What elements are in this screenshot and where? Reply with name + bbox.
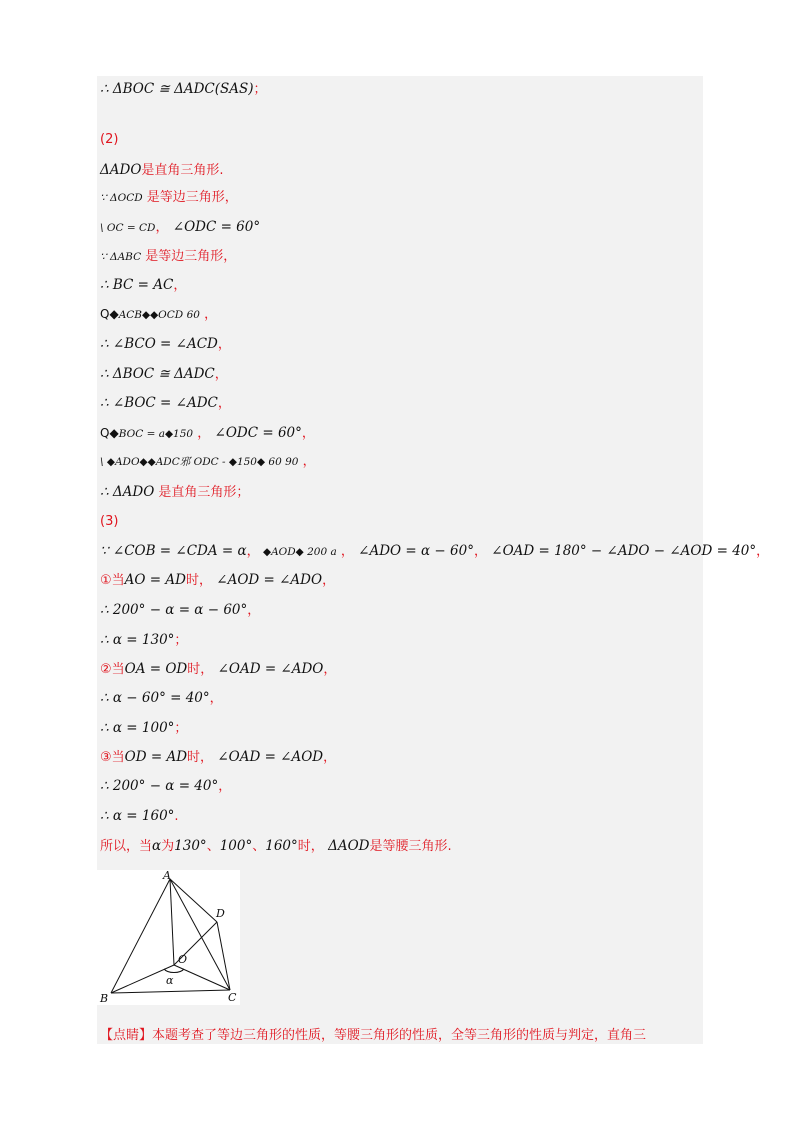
annotation-text: ； bbox=[174, 633, 188, 648]
math-expression: α bbox=[152, 838, 162, 854]
annotation-text: ， bbox=[323, 662, 337, 677]
math-expression: ∴ ∠BCO = ∠ACD bbox=[100, 336, 218, 352]
annotation-text: ， bbox=[298, 454, 316, 469]
annotation-text: ， bbox=[301, 426, 315, 441]
annotation-text: 时， bbox=[297, 839, 324, 854]
label-c: C bbox=[228, 991, 237, 1004]
solution-line bbox=[100, 364, 228, 385]
solution-line bbox=[100, 130, 118, 150]
annotation-text: ； bbox=[253, 82, 267, 97]
annotation-text: ， bbox=[209, 691, 223, 706]
label-a: A bbox=[163, 870, 171, 882]
segment-bc bbox=[111, 990, 230, 993]
math-expression: ∠OAD = ∠ADO bbox=[213, 661, 324, 677]
annotation-text: (2) bbox=[100, 132, 119, 147]
math-expression: ∴ α − 60° = 40° bbox=[100, 690, 210, 706]
solution-line bbox=[100, 217, 260, 238]
annotation-text: ， bbox=[322, 573, 336, 588]
math-expression: ∵ ΔABC bbox=[100, 251, 142, 263]
math-expression: ∠ODC = 60° bbox=[210, 425, 302, 441]
solution-line bbox=[100, 747, 336, 768]
annotation-text: 是等腰三角形. bbox=[369, 839, 452, 854]
segment-ad bbox=[170, 879, 217, 922]
annotation-text: ， bbox=[756, 544, 770, 559]
solution-line bbox=[100, 512, 118, 532]
triangle-diagram bbox=[97, 870, 240, 1005]
segment-dc bbox=[217, 922, 230, 990]
solution-line bbox=[100, 659, 336, 680]
solution-line bbox=[100, 275, 186, 296]
annotation-text: ， bbox=[247, 603, 261, 618]
annotation-text: 【点睛】本题考查了等边三角形的性质，等腰三角形的性质，全等三角形的性质与判定，直角三 bbox=[100, 1028, 647, 1043]
math-expression: ∠OAD = 180° − ∠ADO − ∠AOD = 40° bbox=[486, 543, 757, 559]
math-expression: ∴ α = 160° bbox=[100, 808, 175, 824]
annotation-text: ②当 bbox=[100, 662, 125, 677]
solution-line bbox=[100, 304, 217, 325]
annotation-text: 所以，当 bbox=[100, 839, 153, 854]
annotation-text: ， bbox=[218, 779, 232, 794]
segment-ab bbox=[111, 879, 170, 993]
solution-line bbox=[100, 79, 267, 100]
annotation-text: ； bbox=[174, 721, 188, 736]
solution-line bbox=[100, 718, 187, 739]
segment-ao bbox=[170, 879, 174, 965]
math-expression: ∴ BC = AC bbox=[100, 277, 174, 293]
math-expression: \ OC = CD bbox=[100, 222, 156, 234]
annotation-text: ， bbox=[193, 426, 211, 441]
math-expression: ∠OAD = ∠AOD bbox=[213, 749, 324, 765]
math-expression: ∵ ∠COB = ∠CDA = α bbox=[100, 543, 247, 559]
geometry-figure bbox=[97, 870, 240, 1005]
math-expression: 100° bbox=[219, 838, 253, 854]
math-expression: OA = OD bbox=[124, 661, 188, 677]
annotation-text: 是等边三角形， bbox=[141, 249, 237, 264]
math-expression: ∴ ∠BOC = ∠ADC bbox=[100, 395, 218, 411]
solution-line bbox=[100, 452, 316, 472]
annotation-text: 时， bbox=[185, 573, 212, 588]
math-expression: ∴ ΔADO bbox=[100, 484, 155, 500]
solution-line bbox=[100, 247, 236, 267]
math-expression: ∵ ΔOCD bbox=[100, 192, 143, 204]
segment-ac bbox=[170, 879, 230, 990]
annotation-text: . bbox=[174, 809, 179, 824]
annotation-text: 时， bbox=[187, 750, 214, 765]
solution-line bbox=[100, 482, 249, 503]
solution-line bbox=[100, 836, 452, 857]
annotation-text: (3) bbox=[100, 514, 119, 529]
segment-oc bbox=[174, 965, 230, 990]
annotation-text: 、 bbox=[206, 839, 220, 854]
math-expression: Q◆ bbox=[100, 426, 119, 440]
annotation-text: ， bbox=[246, 544, 260, 559]
math-expression: Q◆ bbox=[100, 307, 119, 321]
solution-line bbox=[100, 160, 224, 181]
label-d: D bbox=[216, 907, 225, 920]
solution-line bbox=[100, 776, 231, 797]
annotation-text: ， bbox=[336, 544, 354, 559]
math-expression: ∴ ΔBOC ≅ ΔADC bbox=[100, 366, 215, 382]
solution-line bbox=[100, 334, 231, 355]
solution-line bbox=[100, 806, 179, 827]
math-expression: ∠ADO = α − 60° bbox=[353, 543, 474, 559]
solution-line bbox=[100, 1026, 646, 1046]
annotation-text: ③当 bbox=[100, 750, 125, 765]
label-o: O bbox=[178, 953, 188, 966]
annotation-text: 、 bbox=[252, 839, 266, 854]
label-b: B bbox=[100, 992, 109, 1005]
solution-line bbox=[100, 423, 315, 444]
solution-line bbox=[100, 570, 335, 591]
label-alpha: α bbox=[166, 974, 174, 987]
math-expression: 130° bbox=[174, 838, 207, 854]
math-expression: ACB◆◆OCD 60 bbox=[118, 309, 200, 321]
math-expression: ∴ 200° − α = 40° bbox=[100, 778, 219, 794]
solution-line bbox=[100, 393, 231, 414]
solution-line bbox=[100, 188, 238, 208]
math-expression: AO = AD bbox=[124, 572, 186, 588]
annotation-text: ， bbox=[214, 367, 228, 382]
math-expression: ◆AOD◆ 200 a bbox=[259, 546, 337, 558]
math-expression: 160° bbox=[265, 838, 298, 854]
math-expression: ∴ 200° − α = α − 60° bbox=[100, 602, 248, 618]
annotation-text: ， bbox=[217, 337, 231, 352]
math-expression: ∴ ΔBOC ≅ ΔADC(SAS) bbox=[100, 81, 254, 97]
solution-line bbox=[100, 600, 260, 621]
solution-line bbox=[100, 541, 769, 562]
annotation-text: 是直角三角形； bbox=[154, 485, 250, 500]
annotation-text: ， bbox=[473, 544, 487, 559]
math-expression: BOC = a◆150 bbox=[118, 428, 194, 440]
annotation-text: ， bbox=[173, 278, 187, 293]
math-expression: ∠AOD = ∠ADO bbox=[211, 572, 323, 588]
annotation-text: 是直角三角形. bbox=[141, 163, 224, 178]
angle-alpha-arc bbox=[164, 969, 184, 973]
annotation-text: ， bbox=[199, 307, 218, 322]
math-expression: ΔAOD bbox=[323, 838, 370, 854]
annotation-text: 是等边三角形， bbox=[142, 190, 238, 205]
math-expression: ∠ODC = 60° bbox=[168, 219, 261, 235]
math-expression: OD = AD bbox=[124, 749, 188, 765]
solution-line bbox=[100, 688, 223, 709]
annotation-text: ， bbox=[323, 750, 337, 765]
solution-line bbox=[100, 630, 187, 651]
annotation-text: 为 bbox=[161, 839, 175, 854]
annotation-text: ， bbox=[155, 220, 169, 235]
annotation-text: ， bbox=[217, 396, 231, 411]
math-expression: ∴ α = 100° bbox=[100, 720, 175, 736]
annotation-text: 时， bbox=[187, 662, 214, 677]
annotation-text: ①当 bbox=[100, 573, 125, 588]
math-expression: ΔADO bbox=[100, 162, 142, 178]
math-expression: \ ◆ADO◆◆ADC邪 ODC - ◆150◆ 60 90 bbox=[100, 456, 299, 468]
math-expression: ∴ α = 130° bbox=[100, 632, 175, 648]
